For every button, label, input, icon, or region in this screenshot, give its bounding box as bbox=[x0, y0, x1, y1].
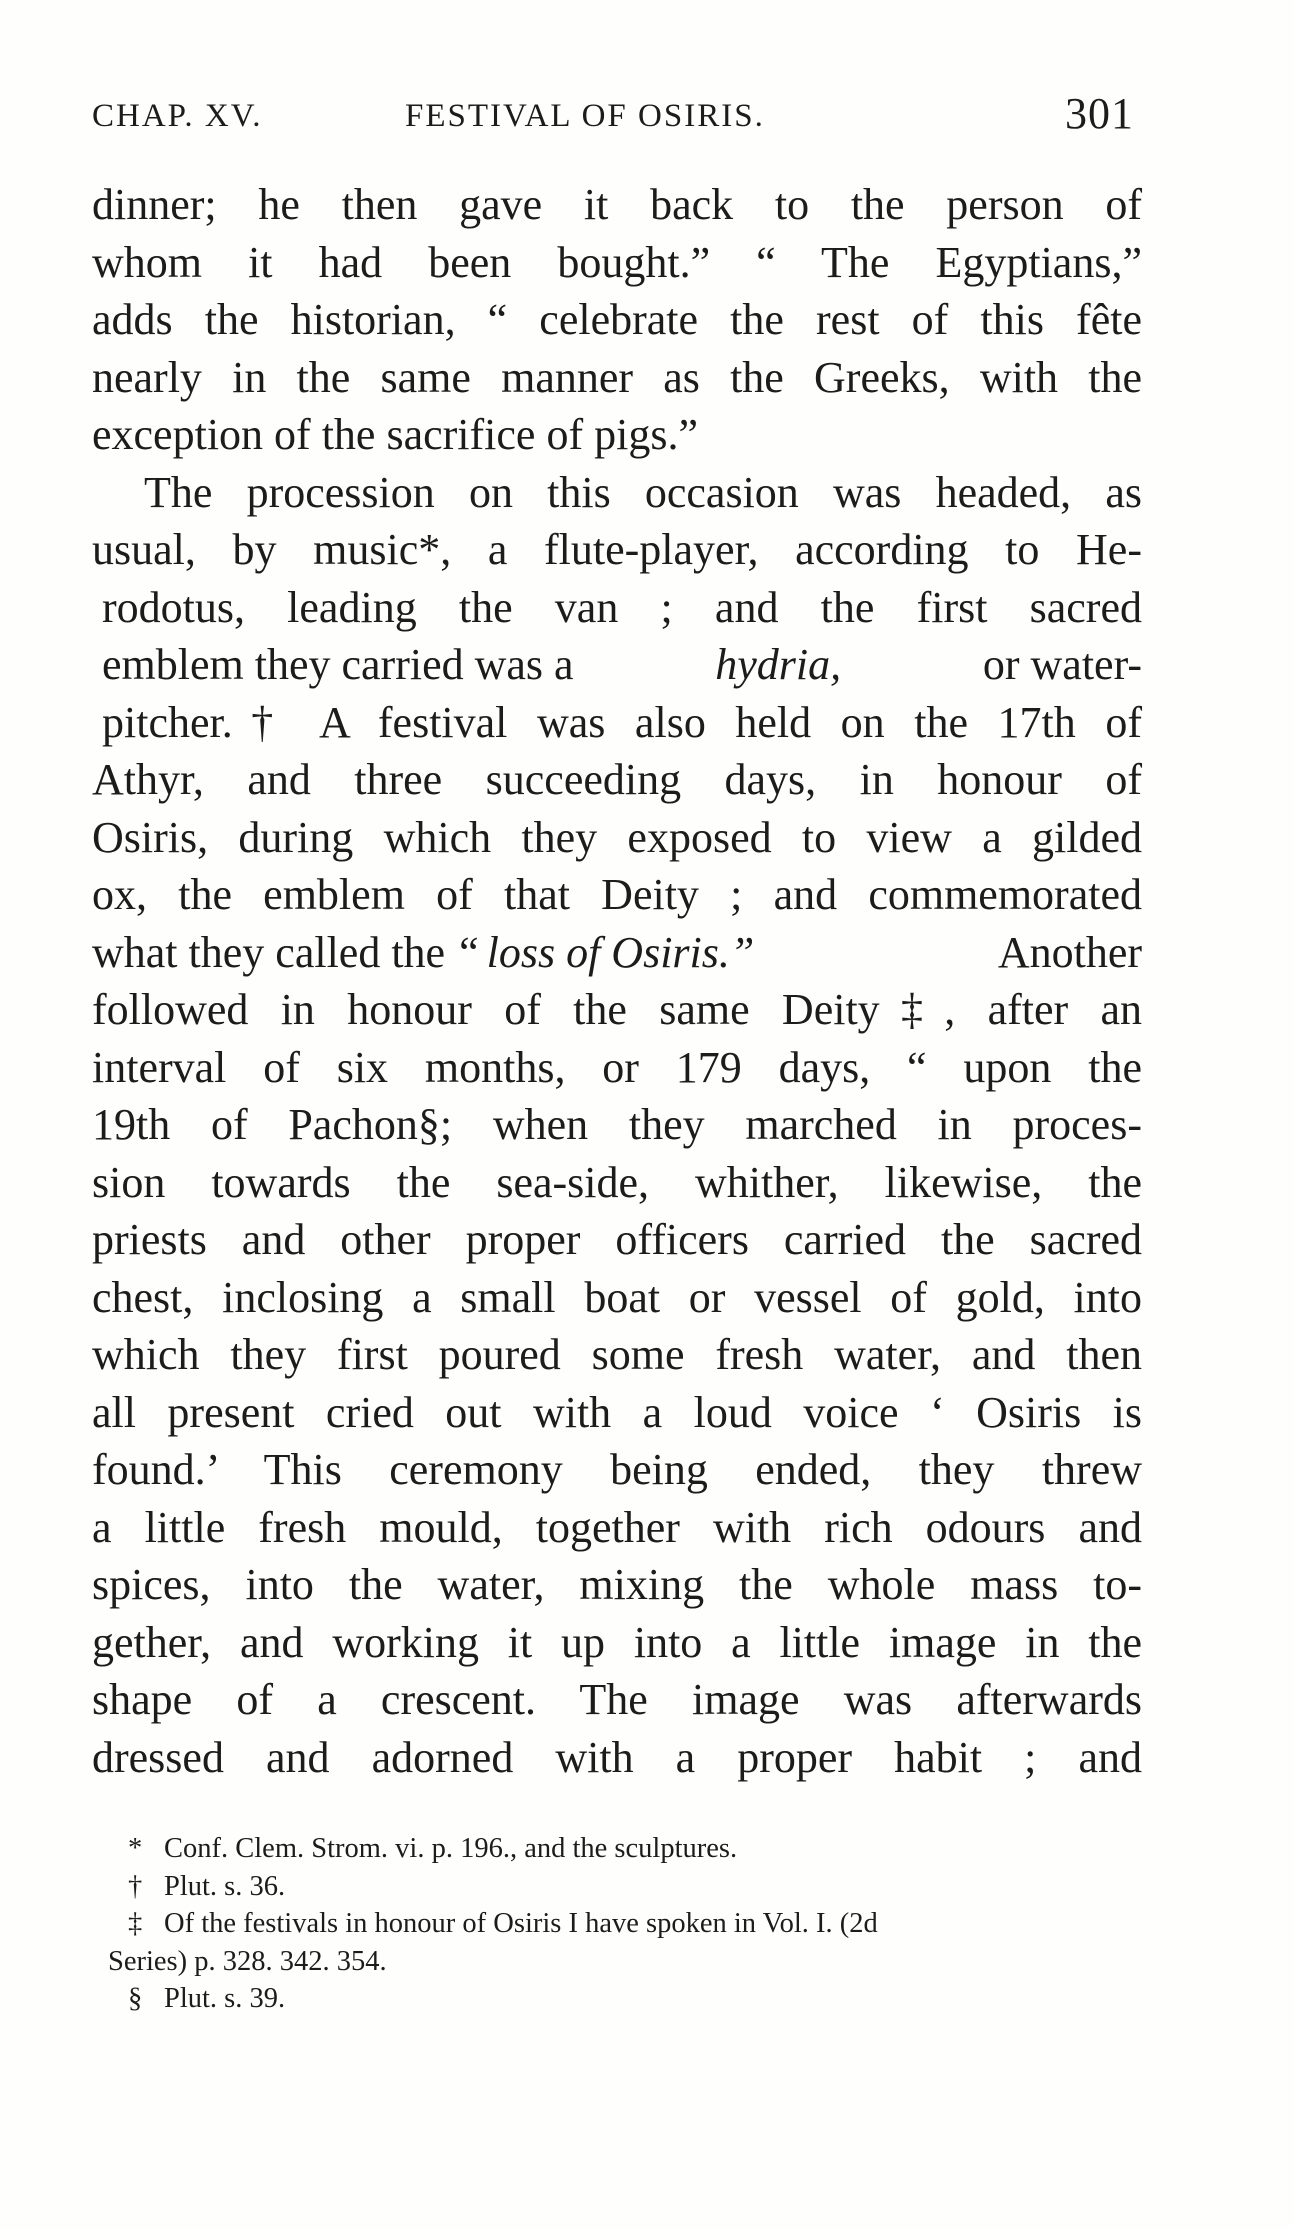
text-line: sion towards the sea-side, whither, likewise, the bbox=[92, 1157, 1142, 1207]
text-line: exception of the sacrifice of pigs.” bbox=[92, 410, 698, 459]
running-head bbox=[92, 89, 1134, 148]
footnote bbox=[106, 1830, 1146, 1868]
text-line: rodotus, leading the van ; and the first sacred bbox=[102, 582, 1142, 632]
footnote-mark: * bbox=[128, 1833, 143, 1864]
footnote bbox=[106, 1905, 1146, 1943]
text-line: dressed and adorned with a proper habit ; and bbox=[92, 1732, 1142, 1782]
text-line: chest, inclosing a small boat or vessel of gold, into bbox=[92, 1272, 1142, 1322]
footnote-text: Of the festivals in honour of Osiris I have spoken in Vol. I. (2d bbox=[164, 1908, 878, 1939]
footnote-mark: † bbox=[128, 1870, 143, 1902]
text-line: adds the historian, “ celebrate the rest of this fête bbox=[92, 295, 1142, 344]
text-line: found.’ This ceremony being ended, they threw bbox=[92, 1445, 1142, 1494]
text-line: 19th of Pachon§; when they marched in proces- bbox=[92, 1100, 1142, 1149]
footnote-text: Conf. Clem. Strom. vi. p. 196., and the sculptures. bbox=[164, 1833, 738, 1864]
text-line: nearly in the same manner as the Greeks, with the bbox=[92, 352, 1142, 402]
text-line: ox, the emblem of that Deity ; and commemorated bbox=[92, 870, 1142, 919]
text-segment: or water- bbox=[982, 640, 1142, 689]
text-line: Osiris, during which they exposed to view a gilded bbox=[92, 812, 1142, 862]
footnote-text: Plut. s. 36. bbox=[164, 1870, 286, 1902]
footnote bbox=[106, 1868, 1146, 1906]
text-segment: what they called the bbox=[92, 927, 446, 977]
text-segment: Another bbox=[997, 927, 1142, 977]
page-number: 301 bbox=[1065, 89, 1134, 138]
footnote-mark: § bbox=[128, 1983, 143, 2014]
text-line: all present cried out with a loud voice ‘ Osiris is bbox=[92, 1387, 1142, 1437]
text-segment: emblem they carried was a bbox=[102, 640, 574, 689]
text-line: Athyr, and three succeeding days, in honour of bbox=[92, 755, 1142, 804]
footnote-text: Series) p. 328. 342. 354. bbox=[108, 1945, 387, 1977]
footnote-mark: ‡ bbox=[128, 1908, 143, 1939]
text-line: shape of a crescent. The image was afterwards bbox=[92, 1675, 1142, 1724]
quote-mark: “ bbox=[459, 927, 479, 977]
text-line: usual, by music*, a flute-player, according to He- bbox=[92, 525, 1142, 574]
italic-phrase: loss of Osiris.” bbox=[486, 927, 755, 977]
text-line: a little fresh mould, together with rich odours and bbox=[92, 1502, 1142, 1552]
footnote bbox=[106, 1980, 1146, 2018]
text-line: gether, and working it up into a little image in the bbox=[92, 1617, 1142, 1667]
text-line: pitcher.† A festival was also held on the 17th of bbox=[102, 697, 1142, 747]
text-line-with-italic bbox=[92, 924, 1142, 982]
body-text bbox=[92, 176, 1142, 1786]
text-line: spices, into the water, mixing the whole mass to- bbox=[92, 1560, 1142, 1609]
footnote-text: Plut. s. 39. bbox=[164, 1983, 286, 2014]
footnotes bbox=[106, 1830, 1146, 2018]
text-line: dinner; he then gave it back to the person of bbox=[92, 180, 1142, 229]
text-line-with-italic bbox=[92, 636, 1142, 694]
text-line: whom it had been bought.” “ The Egyptians,” bbox=[92, 237, 1142, 287]
text-line: which they first poured some fresh water, and then bbox=[92, 1330, 1142, 1379]
text-line: interval of six months, or 179 days, “ upon the bbox=[92, 1042, 1142, 1092]
chapter-label: CHAP. XV. bbox=[92, 98, 263, 134]
paragraph-start-line: The procession on this occasion was headed, as bbox=[144, 467, 1142, 517]
italic-term: hydria, bbox=[715, 640, 842, 689]
text-line: priests and other proper officers carried the sacred bbox=[92, 1215, 1142, 1264]
text-line: followed in honour of the same Deity‡, after an bbox=[92, 985, 1142, 1034]
footnote-continuation bbox=[106, 1943, 1146, 1981]
running-title: FESTIVAL OF OSIRIS. bbox=[405, 98, 765, 134]
